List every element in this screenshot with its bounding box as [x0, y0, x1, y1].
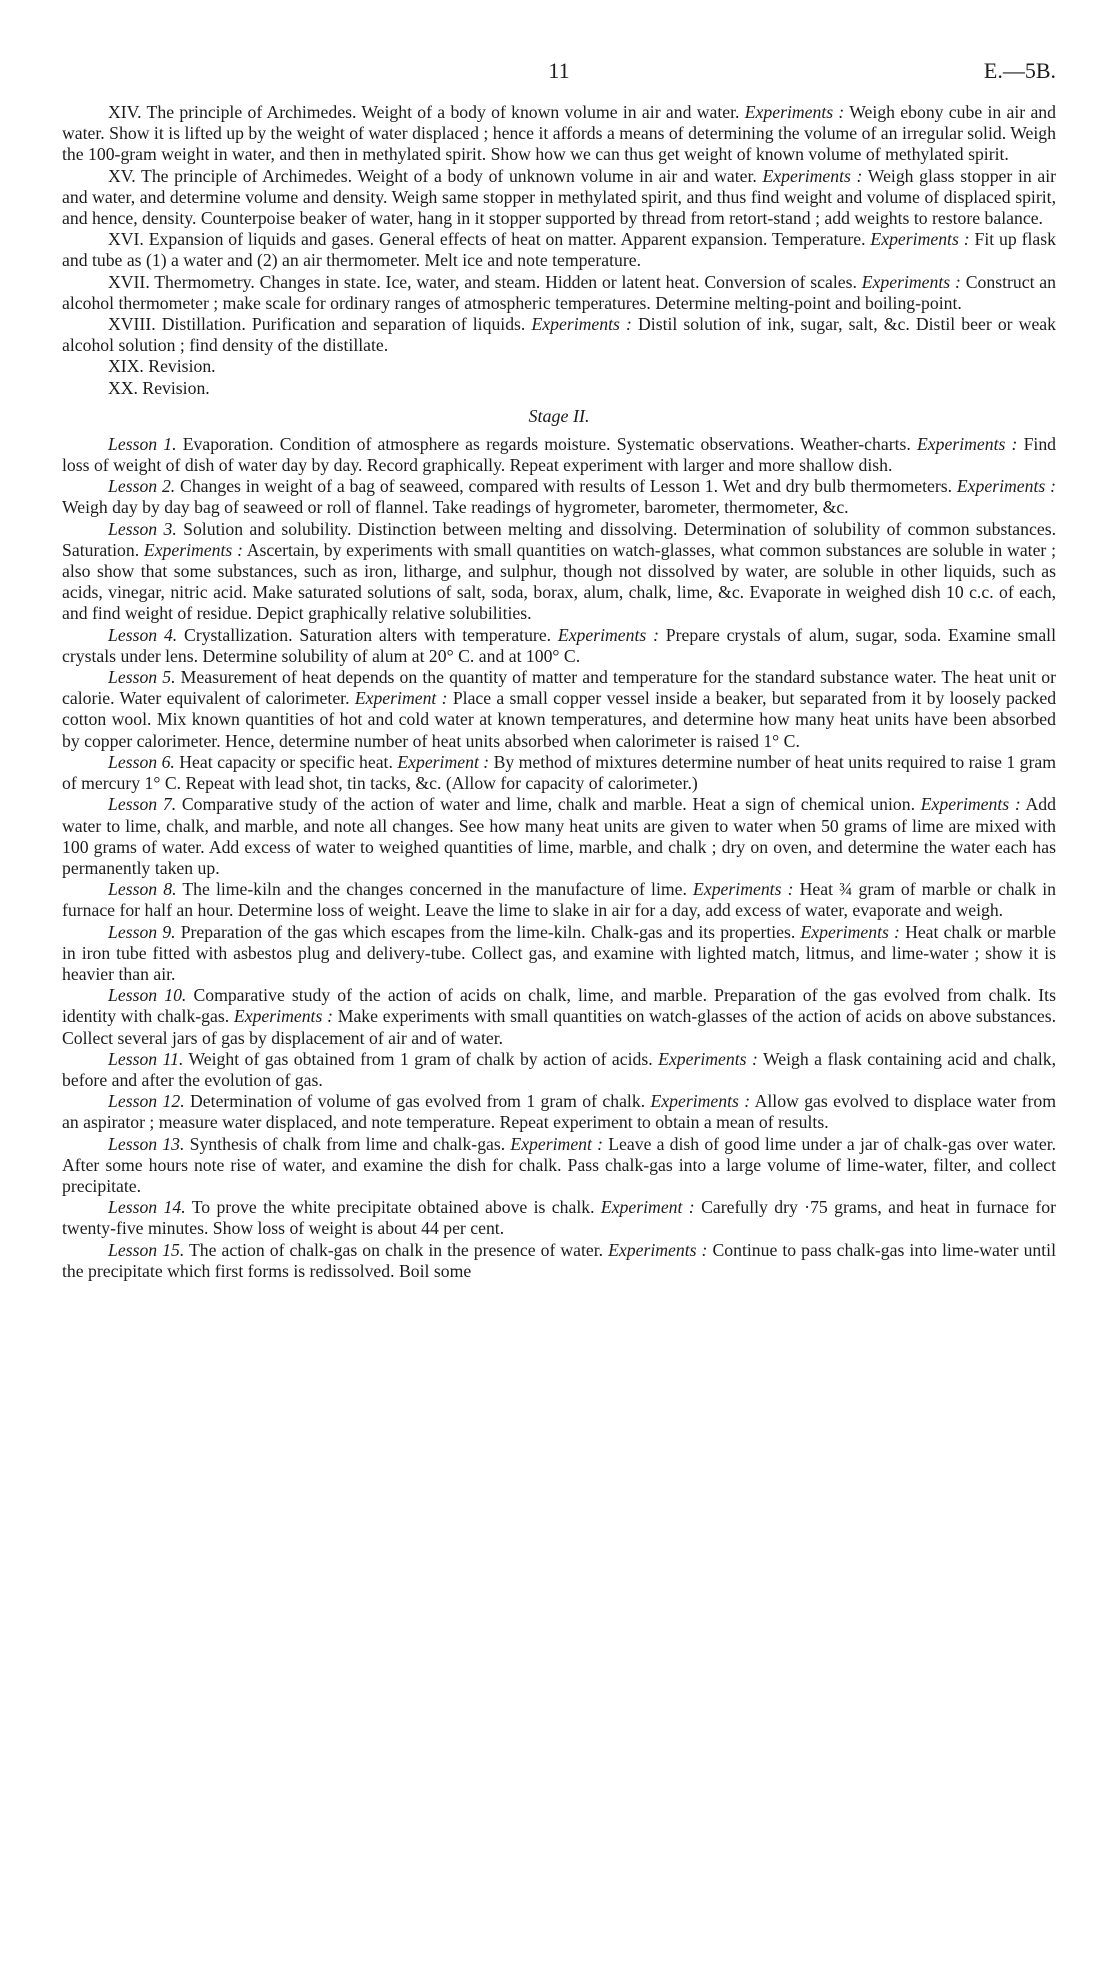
lesson-label: Lesson 10.: [108, 985, 187, 1006]
lesson-head: Synthesis of chalk from lime and chalk-gas.: [189, 1133, 506, 1154]
lesson-label: Lesson 5.: [108, 667, 176, 688]
lesson-label: Lesson 14.: [108, 1197, 186, 1218]
lesson-head: The lime-kiln and the changes concerned in the manufacture of lime.: [182, 879, 687, 900]
lesson-text: Find loss of weight of dish of water day by day. Record graphically. Repeat experiment with larger and more shallow dish.: [62, 433, 1057, 476]
paragraph-xviii: [62, 314, 1056, 356]
experiments-label: Experiments :: [762, 165, 863, 186]
experiments-label: Experiments :: [744, 102, 845, 122]
lesson-head: The action of chalk-gas on chalk in the presence of water.: [188, 1239, 604, 1260]
lesson-text: Leave a dish of good lime under a jar of chalk-gas over water. After some hours note rise of water, and examine the dish for chalk. Pass chalk-gas into a large volume of lime-water, filter, and collect precipitate.: [62, 1133, 1057, 1196]
lesson-text: Continue to pass chalk-gas into lime-water until the precipitate which first forms is redissolved. Boil some: [62, 1239, 1056, 1281]
experiments-label: Experiments :: [920, 794, 1021, 815]
lesson-head: Weight of gas obtained from 1 gram of chalk by action of acids.: [188, 1048, 653, 1069]
paragraph-head: XVI. Expansion of liquids and gases. General effects of heat on matter. Apparent expansion. Temperature.: [108, 229, 866, 250]
lesson-text: Ascertain, by experiments with small quantities on watch-glasses, what common substances are soluble in water ; also show that some substances, such as iron, litharge, and sulphur, though not dissolved by water, are soluble in other liquids, such as acids, vinegar, nitric acid. Make saturated solutions of salt, soda, borax, alum, chalk, lime, &c. Evaporate in weighed dish 10 c.c. of each, and find weight of residue. Depict graphically relative solubilities.: [62, 539, 1056, 624]
paragraph-head: XV. The principle of Archimedes. Weight of a body of unknown volume in air and water.: [108, 165, 757, 186]
lesson-text: Place a small copper vessel inside a beaker, but separated from it by loosely packed cotton wool. Mix known quantities of hot and cold water at known temperatures, and determine how many heat units have been absorbed by copper calorimeter. Hence, determine number of heat units absorbed when calorimeter is raised 1° C.: [62, 688, 1057, 751]
lesson-head: Determination of volume of gas evolved from 1 gram of chalk.: [190, 1091, 646, 1112]
experiments-label: Experiment :: [397, 751, 490, 772]
lesson-1: [62, 434, 1056, 476]
page-header: [62, 58, 1056, 102]
experiments-label: Experiments :: [861, 271, 961, 292]
lesson-2: [62, 476, 1056, 518]
experiments-label: Experiments :: [870, 229, 970, 250]
paragraph-xx: [62, 378, 1056, 399]
paragraph-text: Weigh glass stopper in air and water, and determine volume and density. Weigh same stopper in methylated spirit, and thus find weight and volume of displaced spirit, and hence, density. Counterpoise beaker of water, hang in it stopper supported by thread from retort-stand ; add weights to restore balance.: [62, 165, 1057, 229]
lesson-head: Measurement of heat depends on the quantity of matter and temperature for the standard substance water. The heat unit or calorie. Water equivalent of calorimeter.: [62, 667, 1056, 709]
lesson-text: Weigh day by day bag of seaweed or roll of flannel. Take readings of hygrometer, barometer, thermometer, &c.: [62, 497, 849, 518]
lesson-8: [62, 879, 1056, 921]
stage-two-heading: Stage II.: [528, 405, 590, 426]
paragraph-text: Weigh ebony cube in air and water. Show it is lifted up by the weight of water displaced ; hence it affords a means of determining the volume of an irregular solid. Weigh the 100-gram weight in water, and then in methylated spirit. Show how we can thus get weight of known volume of methylated spirit.: [62, 102, 1056, 165]
lesson-text: By method of mixtures determine number of heat units required to raise 1 gram of mercury 1° C. Repeat with lead shot, tin tacks, &c. (Allow for capacity of calorimeter.): [62, 751, 1057, 794]
experiments-label: Experiments :: [800, 921, 900, 942]
lesson-label: Lesson 4.: [108, 624, 178, 645]
lesson-label: Lesson 7.: [108, 794, 177, 815]
experiments-label: Experiments :: [608, 1239, 708, 1260]
paragraph-xvii: [62, 272, 1056, 314]
paragraph-xvi: [62, 229, 1056, 271]
lesson-head: Preparation of the gas which escapes from the lime-kiln. Chalk-gas and its properties.: [180, 921, 796, 942]
lesson-text: Allow gas evolved to displace water from an aspirator ; measure water displaced, and note temperature. Repeat experiment to obtain a mean of results.: [62, 1091, 1057, 1133]
paragraph-head: XIX. Revision.: [108, 356, 216, 377]
lesson-head: Heat capacity or specific heat.: [179, 751, 393, 772]
experiments-label: Experiments :: [916, 433, 1018, 454]
paragraph-xiv: [62, 102, 1056, 166]
paragraph-head: XX. Revision.: [108, 377, 210, 398]
lesson-label: Lesson 15.: [108, 1239, 185, 1260]
lesson-label: Lesson 8.: [108, 879, 177, 900]
lesson-text: Prepare crystals of alum, sugar, soda. Examine small crystals under lens. Determine solubility of alum at 20° C. and at 100° C.: [62, 624, 1056, 666]
paragraph-text: Distil solution of ink, sugar, salt, &c. Distil beer or weak alcohol solution ; find density of the distillate.: [62, 314, 1056, 356]
experiments-label: Experiment :: [354, 688, 448, 709]
lesson-5: [62, 667, 1056, 752]
document-page: [62, 58, 1056, 1282]
lesson-text: Add water to lime, chalk, and marble, and note all changes. See how many heat units are given to water when 50 grams of lime are mixed with 100 grams of water. Add excess of water to weighed quantities of lime, marble, and chalk ; dry on oven, and determine the water each has permanently taken up.: [62, 794, 1056, 878]
experiments-label: Experiments :: [233, 1006, 333, 1027]
lesson-head: Comparative study of the action of water and lime, chalk and marble. Heat a sign of chemical union.: [181, 794, 916, 815]
lesson-head: Solution and solubility. Distinction between melting and dissolving. Determination of solubility of common substances. Saturation.: [62, 518, 1056, 560]
lesson-text: Make experiments with small quantities on watch-glasses of the action of acids on above substances. Collect several jars of gas by displacement of air and of water.: [62, 1006, 1056, 1048]
paragraph-text: Construct an alcohol thermometer ; make scale for ordinary ranges of atmospheric temperatures. Determine melting-point and boiling-point.: [62, 271, 1057, 313]
experiments-label: Experiments :: [531, 314, 632, 335]
experiments-label: Experiments :: [143, 539, 243, 560]
experiments-label: Experiments :: [650, 1091, 751, 1112]
lesson-label: Lesson 13.: [108, 1133, 185, 1154]
lesson-head: Crystallization. Saturation alters with temperature.: [184, 624, 552, 645]
lesson-4: [62, 625, 1056, 667]
lesson-head: Comparative study of the action of acids on chalk, lime, and marble. Preparation of the gas evolved from chalk. Its identity with chalk-gas.: [62, 985, 1056, 1027]
lesson-12: [62, 1091, 1056, 1133]
lesson-10: [62, 985, 1056, 1049]
lesson-14: [62, 1197, 1056, 1239]
lesson-label: Lesson 12.: [108, 1091, 185, 1112]
lesson-6: [62, 752, 1056, 794]
paragraph-head: XVII. Thermometry. Changes in state. Ice, water, and steam. Hidden or latent heat. Conversion of scales.: [108, 271, 857, 292]
lesson-9: [62, 922, 1056, 986]
page-number: 11: [548, 58, 570, 83]
lesson-text: Weigh a flask containing acid and chalk, before and after the evolution of gas.: [62, 1048, 1057, 1090]
lesson-11: [62, 1049, 1056, 1091]
stage-one-section: [62, 102, 1056, 399]
lesson-label: Lesson 11.: [108, 1048, 184, 1069]
lesson-label: Lesson 3.: [108, 518, 177, 539]
lesson-text: Carefully dry ·75 grams, and heat in furnace for twenty-five minutes. Show loss of weight is about 44 per cent.: [62, 1197, 1057, 1239]
lesson-13: [62, 1134, 1056, 1198]
experiments-label: Experiments :: [693, 879, 794, 900]
lesson-head: Changes in weight of a bag of seaweed, compared with results of Lesson 1. Wet and dry bulb thermometers.: [180, 476, 953, 497]
lesson-text: Heat chalk or marble in iron tube fitted with asbestos plug and delivery-tube. Collect gas, and examine with lighted match, litmus, and lime-water ; show it is heavier than air.: [62, 921, 1056, 984]
experiments-label: Experiment :: [510, 1133, 604, 1154]
paragraph-head: XIV. The principle of Archimedes. Weight of a body of known volume in air and water.: [108, 102, 740, 122]
lesson-label: Lesson 2.: [108, 476, 176, 497]
lesson-head: Evaporation. Condition of atmosphere as regards moisture. Systematic observations. Weather-charts.: [182, 433, 911, 454]
lesson-head: To prove the white precipitate obtained above is chalk.: [191, 1197, 595, 1218]
experiments-label: Experiment :: [600, 1197, 695, 1218]
lesson-label: Lesson 9.: [108, 921, 176, 942]
lesson-7: [62, 794, 1056, 879]
report-code: E.—5B.: [983, 58, 1056, 83]
lesson-label: Lesson 1.: [108, 433, 177, 454]
experiments-label: Experiments :: [557, 624, 659, 645]
experiments-label: Experiments :: [956, 476, 1056, 497]
paragraph-text: Fit up flask and tube as (1) a water and (2) an air thermometer. Melt ice and note temperature.: [62, 229, 1056, 271]
lesson-label: Lesson 6.: [108, 751, 175, 772]
paragraph-xix: [62, 356, 1056, 377]
paragraph-head: XVIII. Distillation. Purification and separation of liquids.: [108, 314, 526, 335]
lesson-text: Heat ¾ gram of marble or chalk in furnace for half an hour. Determine loss of weight. Leave the lime to slake in air for a day, add excess of water, evaporate and weigh.: [62, 879, 1057, 921]
stage-two-section: [62, 434, 1056, 1282]
lesson-3: [62, 519, 1056, 625]
lesson-15: [62, 1240, 1056, 1282]
experiments-label: Experiments :: [658, 1048, 758, 1069]
paragraph-xv: [62, 166, 1056, 230]
